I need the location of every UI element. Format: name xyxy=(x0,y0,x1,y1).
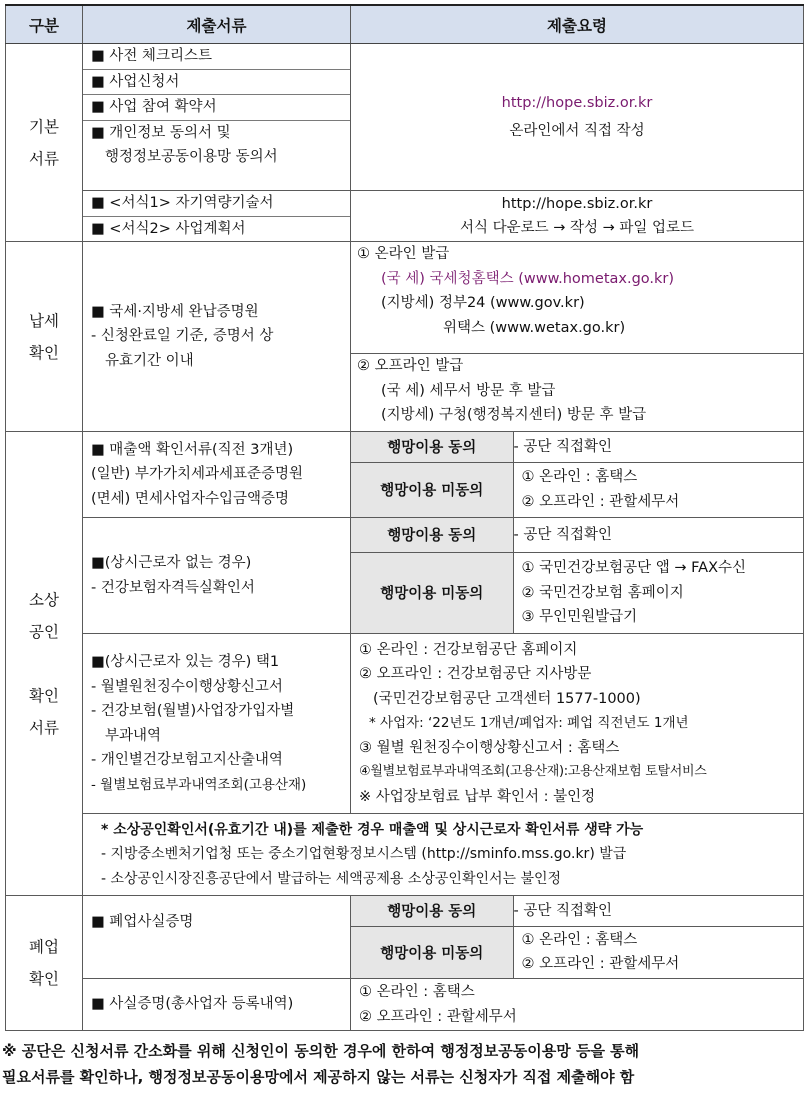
list-item: 부과내역 xyxy=(105,727,162,744)
list-item: ■(상시근로자 있는 경우) 택1 xyxy=(91,654,280,670)
footer-line: 필요서류를 확인하나, 행정정보공동이용망에서 제공하지 않는 서류는 신청자가 직접 제출해야 함 xyxy=(2,1068,635,1086)
footer-line: ※ 공단은 신청서류 간소화를 위해 신청인이 동의한 경우에 한하여 행정정보공동이용망 등을 통해 xyxy=(2,1042,640,1060)
note-item: - 소상공인시장진흥공단에서 발급하는 세액공제용 소상공인확인서는 불인정 xyxy=(101,870,562,887)
consent-value: - 공단 직접확인 xyxy=(513,896,803,926)
small-noworker-docs xyxy=(83,518,351,634)
list-item: ② 오프라인 발급 xyxy=(357,358,464,374)
list-item: ■ 사실증명(총사업자 등록내역) xyxy=(91,996,294,1013)
header-documents: 제출서류 xyxy=(83,5,351,44)
list-item: ④월별보험료부과내역조회(고용산재):고용산재보험 토탈서비스 xyxy=(359,764,707,780)
list-item: - 월별보험료부과내역조회(고용산재) xyxy=(91,776,307,793)
nonconsent-label: 행망이용 미동의 xyxy=(351,926,513,978)
forms-url-text: http://hope.sbiz.or.kr xyxy=(501,195,653,212)
fact-doc xyxy=(83,979,351,1031)
basic-category: 기본 서류 xyxy=(6,44,83,242)
list-item: (지방세) 정부24 (www.gov.kr) xyxy=(381,295,585,311)
small-noworker-method xyxy=(351,518,804,634)
small-category: 소상 공인 확인 서류 xyxy=(6,432,83,896)
list-item: ■ <서식1> 자기역량기술서 xyxy=(91,195,274,211)
list-item: ■ 개인정보 동의서 및 xyxy=(83,120,350,146)
list-item: ① 온라인 : 홈택스 xyxy=(521,469,638,486)
closure-row xyxy=(6,896,804,979)
list-item: 위택스 (www.wetax.go.kr) xyxy=(443,319,626,336)
list-item: - 건강보험자격득실확인서 xyxy=(91,579,255,596)
fact-method xyxy=(351,979,804,1031)
list-item: ■ 매출액 확인서류(직전 3개년) xyxy=(91,441,294,458)
list-item: ③ 월별 원천징수이행상황신고서 : 홈택스 xyxy=(359,739,620,756)
list-item: - 월별원천징수이행상황신고서 xyxy=(91,678,283,695)
list-item: ■ 국세·지방세 완납증명원 xyxy=(91,303,259,320)
small-sales-docs xyxy=(83,432,351,518)
list-item: ■ <서식2> 사업계획서 xyxy=(83,216,350,242)
list-item: 유효기간 이내 xyxy=(105,352,194,369)
list-item: ① 온라인 : 홈택스 xyxy=(521,931,638,948)
nonconsent-value xyxy=(513,552,803,633)
list-item: ※ 사업장보험료 납부 확인서 : 불인정 xyxy=(359,788,596,805)
basic-online-row xyxy=(6,44,804,191)
submission-documents-table xyxy=(5,4,804,1031)
note-item: - 지방중소벤처기업청 또는 중소기업현황정보시스템 (http://sminfo.mss.go.kr) 발급 xyxy=(101,846,627,863)
basic-forms-method xyxy=(351,191,804,242)
list-item: (국민건강보험공단 고객센터 1577-1000) xyxy=(373,690,641,707)
nonconsent-label: 행망이용 미동의 xyxy=(351,552,513,633)
list-item: - 건강보험(월별)사업장가입자별 xyxy=(91,703,295,719)
hope-url-text: http://hope.sbiz.or.kr xyxy=(501,95,653,111)
list-item: ■(상시근로자 없는 경우) xyxy=(91,555,252,571)
list-item: - 개인별건강보험고지산출내역 xyxy=(91,752,283,768)
list-item: (일반) 부가가치세과세표준증명원 xyxy=(91,466,304,483)
forms-method-text: 서식 다운로드 → 작성 → 파일 업로드 xyxy=(459,220,695,236)
small-notes-row xyxy=(6,814,804,896)
closure-method xyxy=(351,896,804,979)
nonconsent-value xyxy=(513,462,803,517)
list-item: * 사업자: ‘22년도 1개년/폐업자: 폐업 직전년도 1개년 xyxy=(369,715,689,732)
consent-value: - 공단 직접확인 xyxy=(513,432,803,462)
small-worker-row xyxy=(6,634,804,814)
list-item: ■ 폐업사실증명 xyxy=(91,914,194,930)
nonconsent-label: 행망이용 미동의 xyxy=(351,462,513,517)
list-item: (면세) 면세사업자수입금액증명 xyxy=(91,490,290,507)
tax-online-row xyxy=(6,242,804,354)
consent-table xyxy=(351,432,803,517)
basic-online-docs xyxy=(83,44,351,191)
list-item: ① 온라인 발급 xyxy=(357,246,450,262)
small-worker-method xyxy=(351,634,804,814)
note-item: * 소상공인확인서(유효기간 내)를 제출한 경우 매출액 및 상시근로자 확인서류 생략 가능 xyxy=(101,821,644,838)
closure-doc xyxy=(83,896,351,979)
list-item: ■ 사업 참여 확약서 xyxy=(83,94,350,120)
list-item: ① 국민건강보험공단 앱 → FAX수신 xyxy=(521,560,747,576)
list-item: 행정정보공동이용망 동의서 xyxy=(105,149,278,165)
list-item: ■ 사전 체크리스트 xyxy=(91,48,212,64)
header-row xyxy=(6,5,804,44)
tax-docs xyxy=(83,242,351,432)
list-item: ① 온라인 : 건강보험공단 홈페이지 xyxy=(359,641,578,658)
consent-label: 행망이용 동의 xyxy=(351,432,513,462)
list-item: ③ 무인민원발급기 xyxy=(521,609,638,625)
small-sales-method xyxy=(351,432,804,518)
header-category: 구분 xyxy=(6,5,83,44)
fact-row xyxy=(6,979,804,1031)
consent-value: - 공단 직접확인 xyxy=(513,518,803,552)
consent-table xyxy=(351,518,803,633)
list-item: ■ 사업신청서 xyxy=(83,69,350,95)
list-item: ② 오프라인 : 건강보험공단 지사방문 xyxy=(359,666,592,683)
basic-form-docs xyxy=(83,191,351,242)
small-noworker-row xyxy=(6,518,804,634)
list-item: ② 오프라인 : 관할세무서 xyxy=(521,493,680,510)
list-item: - 신청완료일 기준, 증명서 상 xyxy=(91,328,274,345)
small-notes xyxy=(83,814,804,896)
list-item: ② 국민건강보험 홈페이지 xyxy=(521,584,684,601)
nonconsent-value xyxy=(513,926,803,978)
footer-note xyxy=(2,1038,807,1090)
tax-online-method xyxy=(351,242,804,354)
online-method-text: 온라인에서 직접 작성 xyxy=(509,123,645,139)
closure-category: 폐업 확인 xyxy=(6,896,83,1031)
header-method: 제출요령 xyxy=(351,5,804,44)
consent-label: 행망이용 동의 xyxy=(351,896,513,926)
consent-table xyxy=(351,896,803,978)
basic-online-method xyxy=(351,44,804,191)
tax-category: 납세 확인 xyxy=(6,242,83,432)
small-worker-docs xyxy=(83,634,351,814)
small-sales-row xyxy=(6,432,804,518)
list-item: (국 세) 국세청홈택스 (www.hometax.go.kr) xyxy=(381,270,675,287)
list-item: (국 세) 세무서 방문 후 발급 xyxy=(381,382,556,399)
list-item: ② 오프라인 : 관할세무서 xyxy=(359,1008,517,1025)
list-item: ② 오프라인 : 관할세무서 xyxy=(521,956,680,973)
tax-offline-method xyxy=(351,354,804,432)
consent-label: 행망이용 동의 xyxy=(351,518,513,552)
list-item: ① 온라인 : 홈택스 xyxy=(359,984,475,1000)
list-item: (지방세) 구청(행정복지센터) 방문 후 발급 xyxy=(381,407,647,423)
basic-forms-row xyxy=(6,191,804,242)
